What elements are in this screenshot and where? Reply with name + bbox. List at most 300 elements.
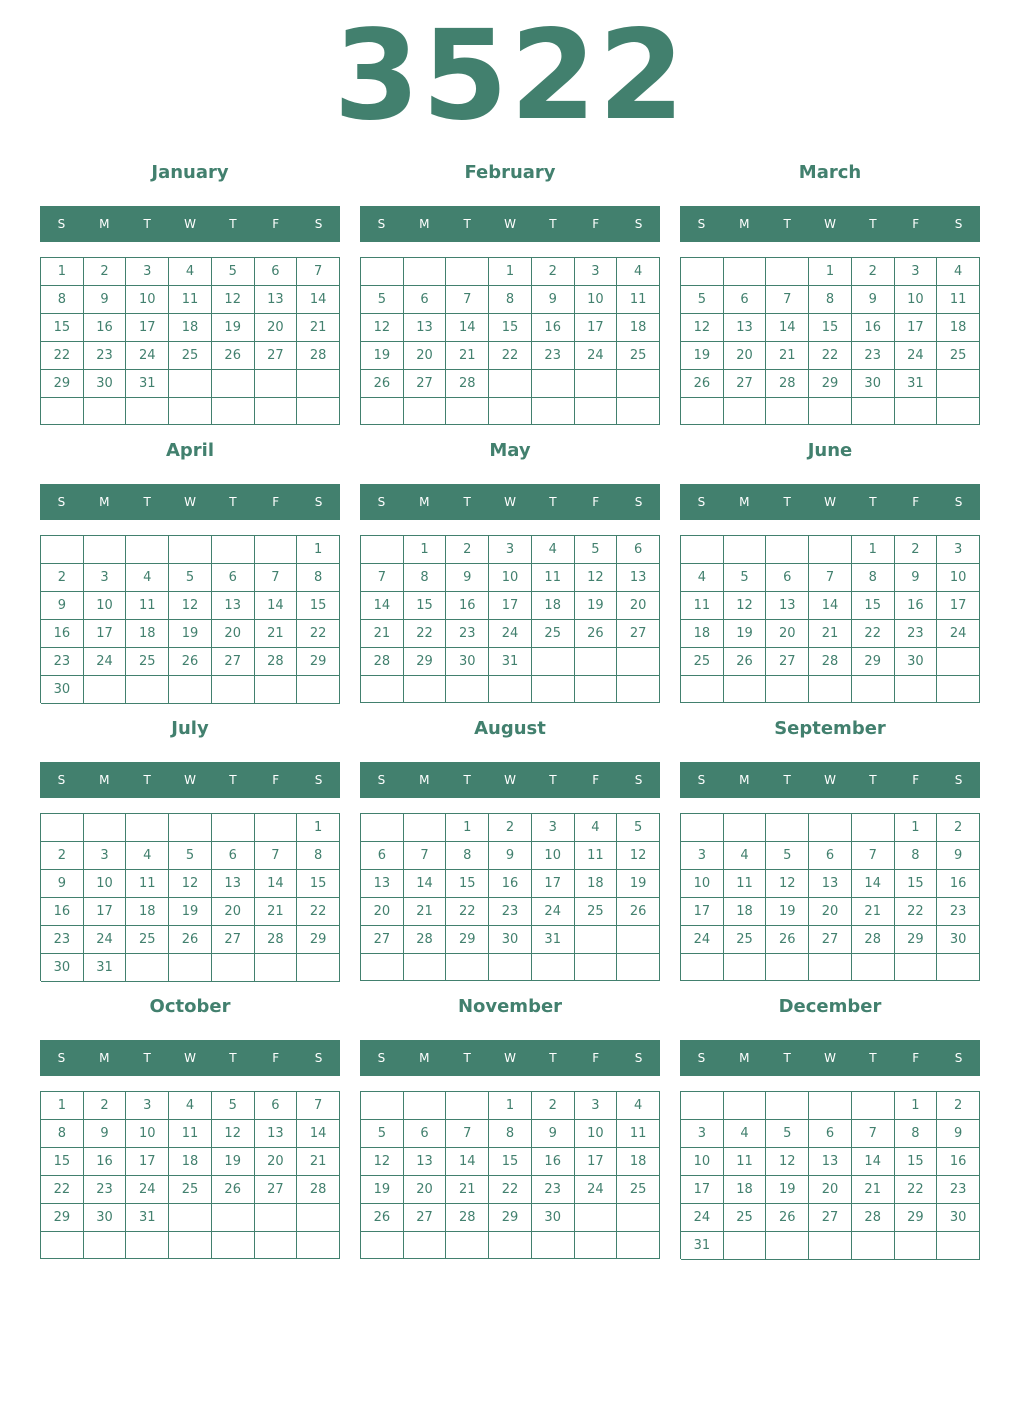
day-cell: 20 (766, 620, 809, 648)
day-cell: 3 (681, 842, 724, 870)
day-cell: 6 (809, 1120, 852, 1148)
empty-day-cell (617, 648, 660, 676)
weekday-label: M (739, 773, 750, 787)
day-cell: 15 (489, 1148, 532, 1176)
day-cell: 13 (404, 1148, 447, 1176)
month-name: February (464, 162, 556, 183)
day-cell: 21 (766, 342, 809, 370)
day-cell: 29 (297, 648, 340, 676)
day-cell: 1 (404, 536, 447, 564)
day-cell: 31 (532, 926, 575, 954)
empty-day-cell (532, 398, 575, 425)
day-cell: 20 (617, 592, 660, 620)
weekday-label: T (869, 495, 877, 509)
day-grid (40, 813, 340, 981)
day-cell: 18 (617, 314, 660, 342)
day-cell: 24 (681, 926, 724, 954)
weekday-label: M (419, 1051, 430, 1065)
day-cell: 9 (532, 1120, 575, 1148)
day-cell: 1 (489, 258, 532, 286)
day-cell: 11 (724, 870, 767, 898)
day-cell: 16 (532, 1148, 575, 1176)
weekday-label: F (592, 495, 600, 509)
day-cell: 18 (617, 1148, 660, 1176)
day-cell: 8 (446, 842, 489, 870)
empty-day-cell (169, 676, 212, 704)
day-cell: 8 (41, 1120, 84, 1148)
empty-day-cell (212, 1232, 255, 1259)
day-cell: 7 (255, 564, 298, 592)
empty-day-cell (575, 926, 618, 954)
day-cell: 22 (895, 898, 938, 926)
day-cell: 13 (255, 1120, 298, 1148)
day-cell: 22 (489, 342, 532, 370)
empty-day-cell (126, 676, 169, 704)
empty-day-cell (126, 536, 169, 564)
day-cell: 27 (212, 648, 255, 676)
day-cell: 21 (446, 342, 489, 370)
day-cell: 15 (41, 1148, 84, 1176)
day-cell: 9 (937, 1120, 980, 1148)
weekday-label: S (697, 773, 706, 787)
day-cell: 29 (895, 1204, 938, 1232)
weekday-label: F (272, 1051, 280, 1065)
day-cell: 23 (41, 648, 84, 676)
day-cell: 22 (404, 620, 447, 648)
day-cell: 30 (937, 1204, 980, 1232)
empty-day-cell (809, 814, 852, 842)
day-cell: 7 (297, 258, 340, 286)
day-cell: 18 (681, 620, 724, 648)
day-cell: 13 (809, 870, 852, 898)
day-cell: 22 (41, 342, 84, 370)
weekday-label: T (143, 773, 151, 787)
empty-day-cell (446, 1232, 489, 1259)
day-cell: 30 (41, 676, 84, 704)
day-cell: 17 (937, 592, 980, 620)
weekday-label: W (824, 1051, 836, 1065)
day-cell: 22 (852, 620, 895, 648)
day-cell: 25 (126, 648, 169, 676)
day-cell: 24 (895, 342, 938, 370)
day-cell: 15 (895, 870, 938, 898)
empty-day-cell (255, 814, 298, 842)
day-cell: 1 (895, 814, 938, 842)
day-cell: 7 (766, 286, 809, 314)
empty-day-cell (809, 954, 852, 981)
day-cell: 9 (532, 286, 575, 314)
day-cell: 31 (895, 370, 938, 398)
day-cell: 19 (766, 1176, 809, 1204)
day-cell: 10 (126, 1120, 169, 1148)
empty-day-cell (766, 1092, 809, 1120)
day-cell: 26 (361, 370, 404, 398)
day-cell: 17 (575, 1148, 618, 1176)
empty-day-cell (489, 370, 532, 398)
weekday-label: M (739, 495, 750, 509)
day-cell: 29 (297, 926, 340, 954)
weekday-label: T (143, 495, 151, 509)
day-cell: 4 (724, 1120, 767, 1148)
day-cell: 5 (169, 842, 212, 870)
day-grid (360, 257, 660, 425)
empty-day-cell (404, 954, 447, 981)
day-cell: 16 (446, 592, 489, 620)
day-cell: 22 (297, 620, 340, 648)
empty-day-cell (361, 398, 404, 425)
weekday-header (40, 762, 340, 798)
weekday-label: T (549, 1051, 557, 1065)
empty-day-cell (895, 1232, 938, 1260)
day-cell: 30 (489, 926, 532, 954)
weekday-label: T (549, 217, 557, 231)
empty-day-cell (169, 814, 212, 842)
day-cell: 19 (617, 870, 660, 898)
weekday-label: S (377, 217, 386, 231)
weekday-header (360, 762, 660, 798)
day-cell: 18 (575, 870, 618, 898)
day-cell: 3 (575, 1092, 618, 1120)
day-cell: 5 (169, 564, 212, 592)
day-cell: 20 (404, 1176, 447, 1204)
day-grid (680, 1091, 980, 1259)
weekday-label: S (954, 495, 963, 509)
day-cell: 2 (937, 1092, 980, 1120)
empty-day-cell (41, 1232, 84, 1259)
day-cell: 15 (489, 314, 532, 342)
day-cell: 14 (766, 314, 809, 342)
month-name: April (165, 440, 215, 461)
empty-day-cell (937, 954, 980, 981)
day-cell: 17 (575, 314, 618, 342)
day-cell: 24 (681, 1204, 724, 1232)
day-cell: 31 (84, 954, 127, 982)
day-cell: 1 (41, 1092, 84, 1120)
weekday-label: M (99, 495, 110, 509)
weekday-label: S (954, 217, 963, 231)
day-cell: 5 (724, 564, 767, 592)
day-cell: 27 (212, 926, 255, 954)
weekday-label: F (592, 773, 600, 787)
empty-day-cell (617, 1204, 660, 1232)
day-cell: 15 (852, 592, 895, 620)
day-cell: 26 (766, 926, 809, 954)
day-cell: 3 (575, 258, 618, 286)
weekday-label: S (314, 773, 323, 787)
day-cell: 16 (41, 620, 84, 648)
day-cell: 10 (575, 1120, 618, 1148)
weekday-label: T (143, 217, 151, 231)
day-cell: 7 (446, 286, 489, 314)
month-name: March (798, 162, 862, 183)
weekday-label: M (99, 1051, 110, 1065)
day-cell: 21 (297, 1148, 340, 1176)
weekday-label: S (697, 217, 706, 231)
day-cell: 26 (575, 620, 618, 648)
day-cell: 10 (895, 286, 938, 314)
day-cell: 9 (446, 564, 489, 592)
weekday-label: M (739, 1051, 750, 1065)
weekday-label: T (463, 1051, 471, 1065)
weekday-label: S (57, 495, 66, 509)
empty-day-cell (575, 648, 618, 676)
day-cell: 6 (724, 286, 767, 314)
day-cell: 8 (41, 286, 84, 314)
empty-day-cell (446, 398, 489, 425)
empty-day-cell (297, 676, 340, 704)
day-cell: 5 (361, 286, 404, 314)
empty-day-cell (852, 1232, 895, 1260)
weekday-label: S (57, 217, 66, 231)
weekday-header (680, 484, 980, 520)
empty-day-cell (446, 1092, 489, 1120)
empty-day-cell (724, 814, 767, 842)
day-cell: 15 (809, 314, 852, 342)
day-cell: 4 (169, 1092, 212, 1120)
empty-day-cell (212, 536, 255, 564)
day-cell: 24 (575, 342, 618, 370)
day-cell: 16 (937, 1148, 980, 1176)
day-cell: 25 (724, 1204, 767, 1232)
day-cell: 8 (297, 564, 340, 592)
day-cell: 22 (297, 898, 340, 926)
day-cell: 3 (84, 842, 127, 870)
day-cell: 1 (852, 536, 895, 564)
day-cell: 2 (84, 258, 127, 286)
day-cell: 17 (84, 898, 127, 926)
weekday-header (360, 1040, 660, 1076)
day-cell: 13 (809, 1148, 852, 1176)
day-cell: 19 (169, 620, 212, 648)
day-cell: 10 (681, 1148, 724, 1176)
day-cell: 14 (446, 314, 489, 342)
day-cell: 7 (446, 1120, 489, 1148)
day-cell: 9 (84, 286, 127, 314)
day-cell: 23 (84, 1176, 127, 1204)
day-cell: 4 (169, 258, 212, 286)
empty-day-cell (617, 370, 660, 398)
day-cell: 16 (532, 314, 575, 342)
day-grid (360, 813, 660, 981)
day-cell: 24 (84, 926, 127, 954)
empty-day-cell (361, 536, 404, 564)
day-cell: 28 (361, 648, 404, 676)
day-cell: 30 (84, 370, 127, 398)
empty-day-cell (404, 258, 447, 286)
empty-day-cell (84, 536, 127, 564)
empty-day-cell (532, 1232, 575, 1259)
month-name: August (474, 718, 546, 739)
empty-day-cell (532, 370, 575, 398)
day-cell: 5 (681, 286, 724, 314)
day-cell: 4 (126, 842, 169, 870)
day-cell: 30 (41, 954, 84, 982)
day-cell: 2 (84, 1092, 127, 1120)
day-cell: 5 (212, 1092, 255, 1120)
day-cell: 11 (937, 286, 980, 314)
day-cell: 29 (895, 926, 938, 954)
empty-day-cell (404, 1092, 447, 1120)
empty-day-cell (255, 1232, 298, 1259)
day-cell: 11 (617, 1120, 660, 1148)
day-cell: 4 (937, 258, 980, 286)
empty-day-cell (575, 1204, 618, 1232)
day-cell: 7 (852, 1120, 895, 1148)
day-grid (680, 813, 980, 981)
day-cell: 15 (895, 1148, 938, 1176)
month-name: May (489, 440, 531, 461)
day-cell: 9 (895, 564, 938, 592)
day-cell: 1 (809, 258, 852, 286)
empty-day-cell (852, 814, 895, 842)
weekday-label: S (954, 1051, 963, 1065)
day-cell: 2 (446, 536, 489, 564)
day-cell: 5 (361, 1120, 404, 1148)
day-cell: 20 (724, 342, 767, 370)
day-cell: 14 (809, 592, 852, 620)
day-cell: 20 (809, 898, 852, 926)
day-cell: 4 (617, 1092, 660, 1120)
weekday-label: S (57, 1051, 66, 1065)
day-cell: 6 (404, 286, 447, 314)
empty-day-cell (937, 648, 980, 676)
day-grid (40, 1091, 340, 1259)
day-cell: 20 (404, 342, 447, 370)
empty-day-cell (681, 1092, 724, 1120)
day-cell: 29 (852, 648, 895, 676)
day-cell: 3 (895, 258, 938, 286)
day-cell: 25 (169, 1176, 212, 1204)
day-cell: 25 (575, 898, 618, 926)
day-cell: 14 (255, 592, 298, 620)
day-cell: 18 (169, 314, 212, 342)
day-cell: 5 (212, 258, 255, 286)
day-cell: 26 (169, 926, 212, 954)
day-cell: 15 (446, 870, 489, 898)
empty-day-cell (255, 398, 298, 425)
day-cell: 23 (446, 620, 489, 648)
empty-day-cell (41, 398, 84, 425)
day-cell: 6 (255, 1092, 298, 1120)
empty-day-cell (297, 398, 340, 425)
day-grid (680, 257, 980, 425)
day-cell: 2 (895, 536, 938, 564)
day-cell: 20 (361, 898, 404, 926)
day-cell: 8 (489, 1120, 532, 1148)
day-cell: 11 (532, 564, 575, 592)
empty-day-cell (255, 536, 298, 564)
day-cell: 10 (489, 564, 532, 592)
day-cell: 30 (446, 648, 489, 676)
day-cell: 7 (297, 1092, 340, 1120)
day-cell: 21 (255, 620, 298, 648)
day-cell: 27 (766, 648, 809, 676)
empty-day-cell (489, 954, 532, 981)
weekday-label: F (272, 495, 280, 509)
weekday-label: M (419, 773, 430, 787)
weekday-label: W (504, 1051, 516, 1065)
weekday-label: F (592, 1051, 600, 1065)
day-cell: 4 (575, 814, 618, 842)
day-cell: 28 (852, 1204, 895, 1232)
day-cell: 17 (126, 314, 169, 342)
empty-day-cell (446, 258, 489, 286)
month-name: June (807, 440, 853, 461)
day-cell: 4 (126, 564, 169, 592)
day-cell: 3 (84, 564, 127, 592)
weekday-label: W (824, 495, 836, 509)
empty-day-cell (41, 814, 84, 842)
empty-day-cell (724, 536, 767, 564)
day-cell: 12 (724, 592, 767, 620)
day-cell: 20 (212, 620, 255, 648)
weekday-label: W (184, 773, 196, 787)
weekday-label: F (912, 773, 920, 787)
day-cell: 30 (84, 1204, 127, 1232)
day-cell: 6 (404, 1120, 447, 1148)
day-cell: 9 (41, 870, 84, 898)
day-cell: 20 (255, 1148, 298, 1176)
day-cell: 12 (361, 1148, 404, 1176)
day-cell: 25 (532, 620, 575, 648)
day-cell: 24 (84, 648, 127, 676)
empty-day-cell (404, 676, 447, 703)
empty-day-cell (766, 1232, 809, 1260)
weekday-label: T (463, 217, 471, 231)
day-cell: 13 (212, 870, 255, 898)
empty-day-cell (724, 1232, 767, 1260)
empty-day-cell (361, 954, 404, 981)
day-cell: 12 (766, 1148, 809, 1176)
day-cell: 25 (681, 648, 724, 676)
day-cell: 24 (489, 620, 532, 648)
empty-day-cell (937, 676, 980, 703)
empty-day-cell (212, 398, 255, 425)
empty-day-cell (809, 536, 852, 564)
day-cell: 26 (169, 648, 212, 676)
day-cell: 16 (84, 1148, 127, 1176)
weekday-label: F (912, 217, 920, 231)
empty-day-cell (617, 1232, 660, 1259)
day-cell: 4 (681, 564, 724, 592)
day-cell: 28 (255, 926, 298, 954)
day-cell: 29 (489, 1204, 532, 1232)
day-cell: 2 (41, 842, 84, 870)
day-cell: 11 (169, 1120, 212, 1148)
day-cell: 19 (212, 314, 255, 342)
day-cell: 15 (297, 592, 340, 620)
empty-day-cell (895, 398, 938, 425)
weekday-label: T (229, 495, 237, 509)
day-cell: 2 (532, 258, 575, 286)
day-cell: 27 (404, 370, 447, 398)
day-cell: 12 (766, 870, 809, 898)
day-cell: 13 (212, 592, 255, 620)
empty-day-cell (297, 1204, 340, 1232)
empty-day-cell (489, 1232, 532, 1259)
day-grid (40, 257, 340, 425)
day-cell: 17 (532, 870, 575, 898)
day-cell: 18 (532, 592, 575, 620)
day-cell: 1 (297, 536, 340, 564)
empty-day-cell (169, 536, 212, 564)
weekday-label: S (634, 773, 643, 787)
day-cell: 11 (724, 1148, 767, 1176)
weekday-label: S (634, 217, 643, 231)
day-cell: 10 (84, 870, 127, 898)
day-cell: 7 (809, 564, 852, 592)
day-cell: 5 (575, 536, 618, 564)
